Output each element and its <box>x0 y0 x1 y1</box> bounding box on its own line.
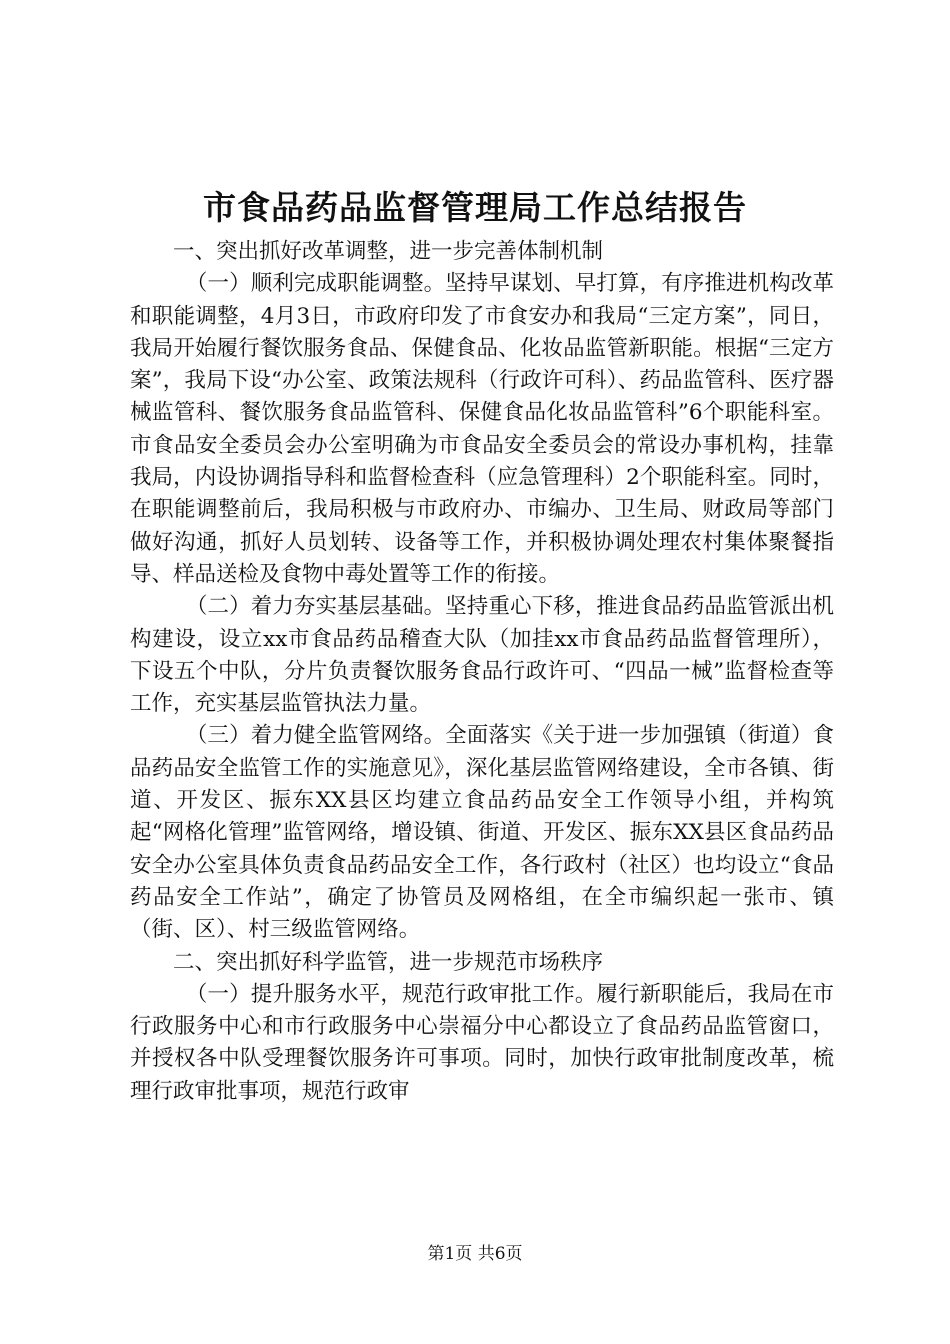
document-title: 市食品药品监督管理局工作总结报告 <box>203 188 747 227</box>
document-body <box>130 236 834 1108</box>
body-paragraph: （二）着力夯实基层基础。坚持重心下移，推进食品药品监管派出机构建设，设立xx市食品药品稽查大队（加挂xx市食品药品监督管理所），下设五个中队，分片负责餐饮服务食品行政许可、“四品一械”监督检查等工作，充实基层监管执法力量。 <box>130 594 834 717</box>
body-paragraph: （三）着力健全监管网络。全面落实《关于进一步加强镇（街道）食品药品安全监管工作的实施意见》，深化基层监管网络建设，全市各镇、街道、开发区、振东XX县区均建立食品药品安全工作领导小组，并构筑起“网格化管理”监管网络，增设镇、街道、开发区、振东XX县区食品药品安全办公室具体负责食品药品安全工作，各行政村（社区）也均设立“食品药品安全工作站”，确定了协管员及网格组，在全市编织起一张市、镇（街、区）、村三级监管网络。 <box>130 723 834 943</box>
section-heading: 一、突出抓好改革调整，进一步完善体制机制 <box>173 239 604 264</box>
body-paragraph: （一）顺利完成职能调整。坚持早谋划、早打算，有序推进机构改革和职能调整，4月3日，市政府印发了市食安办和我局“三定方案”，同日，我局开始履行餐饮服务食品、保健食品、化妆品监管新职能。根据“三定方案”，我局下设“办公室、政策法规科（行政许可科）、药品监管科、医疗器械监管科、餐饮服务食品监管科、保健食品化妆品监管科”6个职能科室。市食品安全委员会办公室明确为市食品安全委员会的常设办事机构，挂靠我局，内设协调指导科和监督检查科（应急管理科）2个职能科室。同时，在职能调整前后，我局积极与市政府办、市编办、卫生局、财政局等部门做好沟通，抓好人员划转、设备等工作，并积极协调处理农村集体聚餐指导、样品送检及食物中毒处置等工作的衔接。 <box>130 271 834 587</box>
page-number: 第1页 共6页 <box>427 1244 523 1264</box>
body-paragraph: （一）提升服务水平，规范行政审批工作。履行新职能后，我局在市行政服务中心和市行政服务中心崇福分中心都设立了食品药品监管窗口，并授权各中队受理餐饮服务许可事项。同时，加快行政审批制度改革，梳理行政审批事项，规范行政审 <box>130 981 834 1104</box>
section-heading: 二、突出抓好科学监管，进一步规范市场秩序 <box>173 949 604 975</box>
